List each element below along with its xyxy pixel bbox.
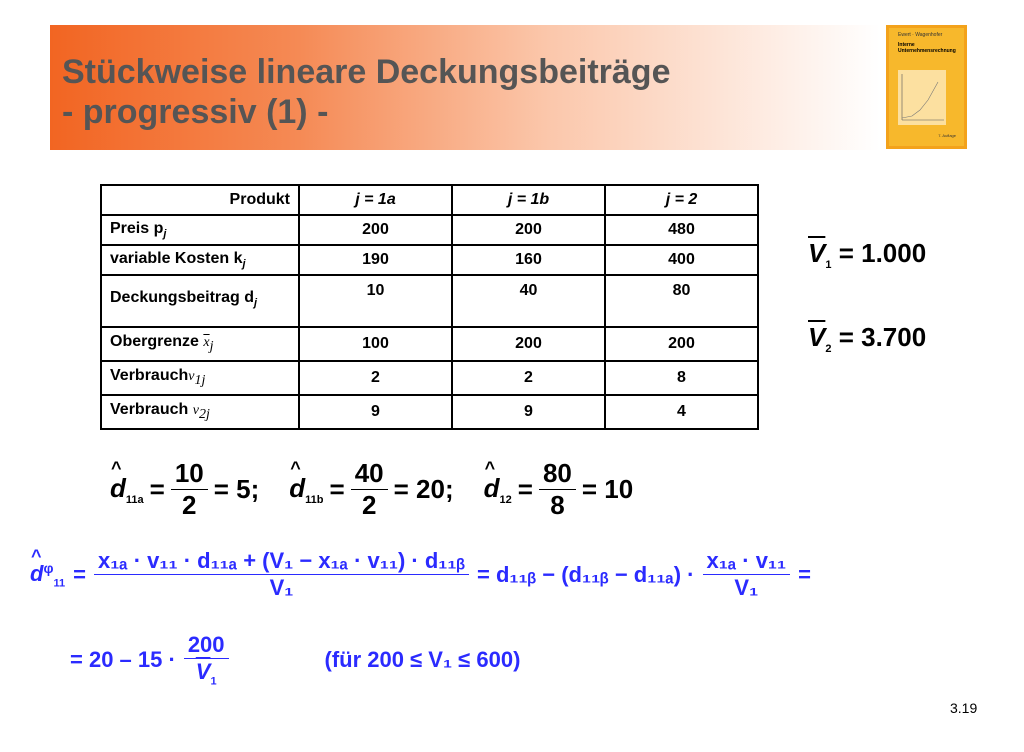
formula-main: ^ $d^\varphi_{11}$ = $\frac{\text{x₁ₐ · v₁₁ · d₁₁ₐ + (V₁ − x₁ₐ · v₁₁) · d₁₁ᵦ}}{\text{V₁}}$ = d₁₁ᵦ − (d₁₁ᵦ − d₁₁ₐ) · $\frac{\text{x₁ₐ · v₁₁}}{\text{V₁}}$ = bbox=[30, 548, 811, 601]
book-edition: 7. Auflage bbox=[938, 133, 956, 138]
capacity-v1: $\overline{V}_1 = 1.000$ bbox=[808, 238, 927, 272]
header-1a: j = 1a bbox=[299, 185, 452, 215]
header-2: j = 2 bbox=[605, 185, 758, 215]
book-cover bbox=[886, 25, 967, 149]
book-cover-chart bbox=[898, 70, 946, 125]
formula-second-fraction: $\frac{\text{x₁ₐ · v₁₁}}{\text{V₁}}$ bbox=[703, 548, 791, 601]
ratio-d12: ^ $d_{12}$ = $\frac{80}{8}$ = 10 bbox=[484, 458, 634, 521]
data-table bbox=[100, 184, 759, 430]
ratio-d11b: ^ $d_{11b}$ = $\frac{40}{2}$ = 20; bbox=[289, 458, 453, 521]
ratio-d11a: ^ $d_{11a}$ = $\frac{10}{2}$ = 5; bbox=[110, 458, 259, 521]
book-authors: Ewert · Wagenhofer bbox=[898, 32, 943, 38]
ratio-equations bbox=[110, 458, 633, 521]
title-line-1: Stückweise lineare Deckungsbeiträge bbox=[62, 53, 671, 91]
page-number: 3.19 bbox=[950, 700, 978, 716]
header-1b: j = 1b bbox=[452, 185, 605, 215]
table-row: variable Kosten $k_j$ 190 160 400 bbox=[101, 245, 758, 275]
table-header-row bbox=[101, 185, 758, 215]
capacity-v2: $\overline{V}_2 = 3.700$ bbox=[808, 322, 927, 356]
header-produkt: Produkt bbox=[101, 185, 299, 215]
table-row: Obergrenze $\overline{x}_j$ 100 200 200 bbox=[101, 327, 758, 361]
slide-title bbox=[62, 52, 670, 132]
table-row: Deckungsbeitrag $d_j$ 10 40 80 bbox=[101, 275, 758, 327]
formula-result: = 20 – 15 · $\frac{200}{\overline{V}_1}$ (für 200 ≤ V₁ ≤ 600) bbox=[70, 632, 521, 688]
table-row: Preis $p_j$ 200 200 480 bbox=[101, 215, 758, 245]
title-line-2: - progressiv (1) - bbox=[62, 93, 329, 131]
table-row: Verbrauch $v_{2j}$ 9 9 4 bbox=[101, 395, 758, 429]
table-row: Verbrauchv$_{1j}$ 2 2 8 bbox=[101, 361, 758, 395]
formula-condition: (für 200 ≤ V₁ ≤ 600) bbox=[324, 646, 521, 672]
formula-main-fraction: $\frac{\text{x₁ₐ · v₁₁ · d₁₁ₐ + (V₁ − x₁ₐ · v₁₁) · d₁₁ᵦ}}{\text{V₁}}$ bbox=[94, 548, 469, 601]
book-title: Interne Unternehmensrechnung bbox=[898, 42, 956, 54]
